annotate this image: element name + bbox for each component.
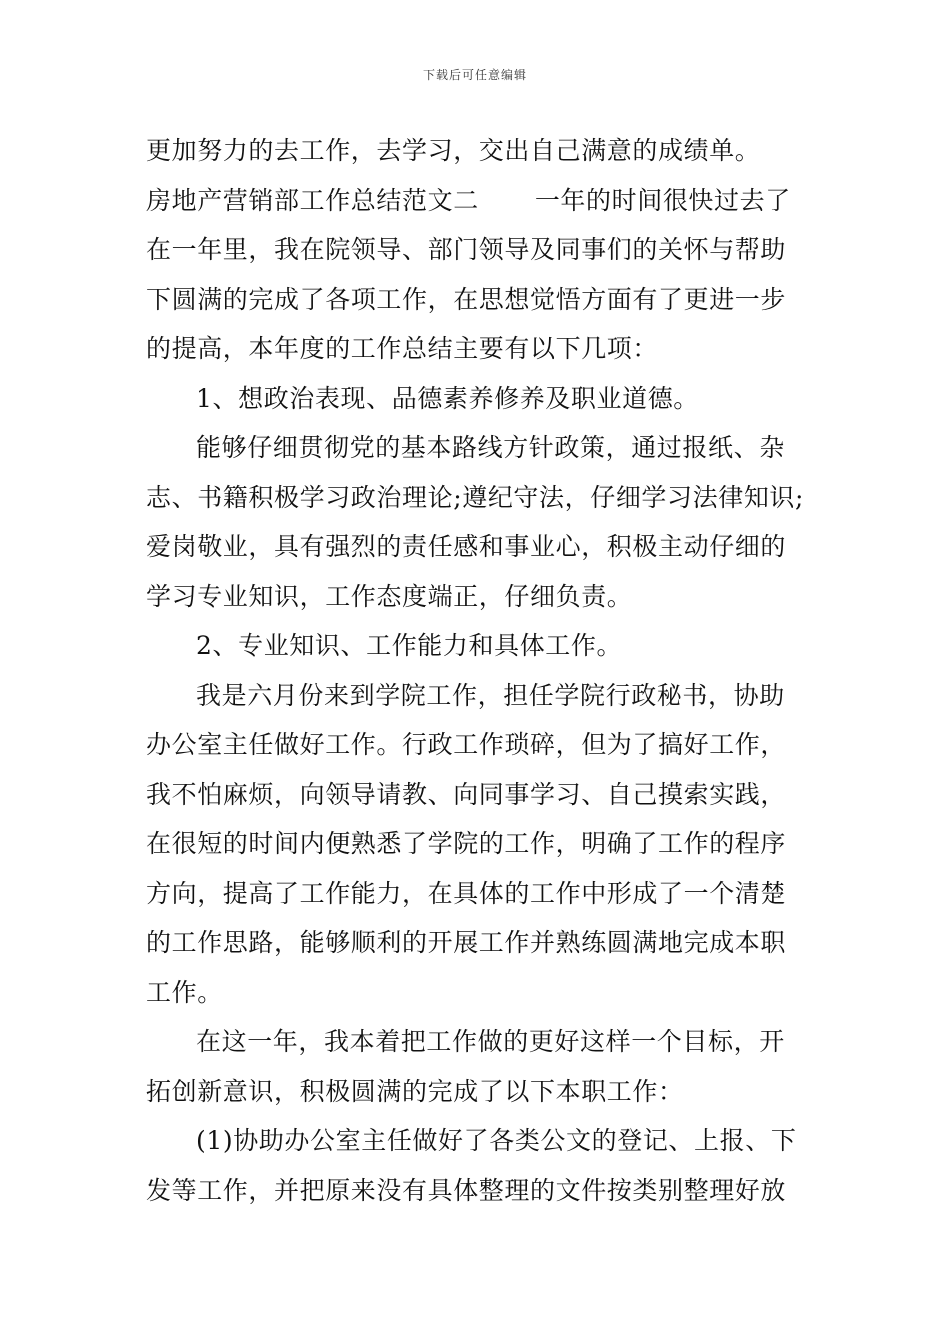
text-line: 爱岗敬业，具有强烈的责任感和事业心，积极主动仔细的 <box>146 532 787 561</box>
text-line: 发等工作，并把原来没有具体整理的文件按类别整理好放 <box>146 1175 787 1205</box>
text-line: 拓创新意识，积极圆满的完成了以下本职工作： <box>146 1076 684 1106</box>
paragraph-start: 在这一年，我本着把工作做的更好这样一个目标，开 <box>196 1027 785 1056</box>
text-line: 的工作思路，能够顺利的开展工作并熟练圆满地完成本职 <box>146 928 787 957</box>
text-span: 一年的时间很快过去了 <box>534 185 791 215</box>
text-line: 在很短的时间内便熟悉了学院的工作，明确了工作的程序 <box>146 829 787 858</box>
text-line: 工作。 <box>146 977 223 1007</box>
section-title: 房地产营销部工作总结范文二 <box>146 185 479 215</box>
text-line: 方向，提高了工作能力，在具体的工作中形成了一个清楚 <box>146 878 787 908</box>
text-line: 的提高，本年度的工作总结主要有以下几项： <box>146 334 659 363</box>
text-line: 下圆满的完成了各项工作，在思想觉悟方面有了更进一步 <box>146 284 787 314</box>
header-note: 下载后可任意编辑 <box>422 68 527 82</box>
text-line: 更加努力的去工作，去学习，交出自己满意的成绩单。 <box>146 136 761 165</box>
text-line: 我不怕麻烦，向领导请教、向同事学习、自己摸索实践， <box>146 779 787 809</box>
text-line: 办公室主任做好工作。行政工作琐碎，但为了搞好工作， <box>146 730 787 759</box>
list-heading: 2、专业知识、工作能力和具体工作。 <box>196 631 623 660</box>
text-line: 在一年里，我在院领导、部门领导及同事们的关怀与帮助 <box>146 235 787 264</box>
document-body <box>146 126 826 1215</box>
list-heading: 1、想政治表现、品德素养修养及职业道德。 <box>196 383 699 413</box>
text-line: 志、书籍积极学习政治理论;遵纪守法，仔细学习法律知识; <box>146 482 805 512</box>
text-line: 学习专业知识，工作态度端正，仔细负责。 <box>146 581 633 611</box>
paragraph-start: 我是六月份来到学院工作，担任学院行政秘书，协助 <box>196 680 785 710</box>
paragraph-start: 能够仔细贯彻党的基本路线方针政策，通过报纸、杂 <box>196 433 785 462</box>
paragraph-start: (1)协助办公室主任做好了各类公文的登记、上报、下 <box>196 1126 797 1155</box>
section-title-line <box>146 176 826 226</box>
